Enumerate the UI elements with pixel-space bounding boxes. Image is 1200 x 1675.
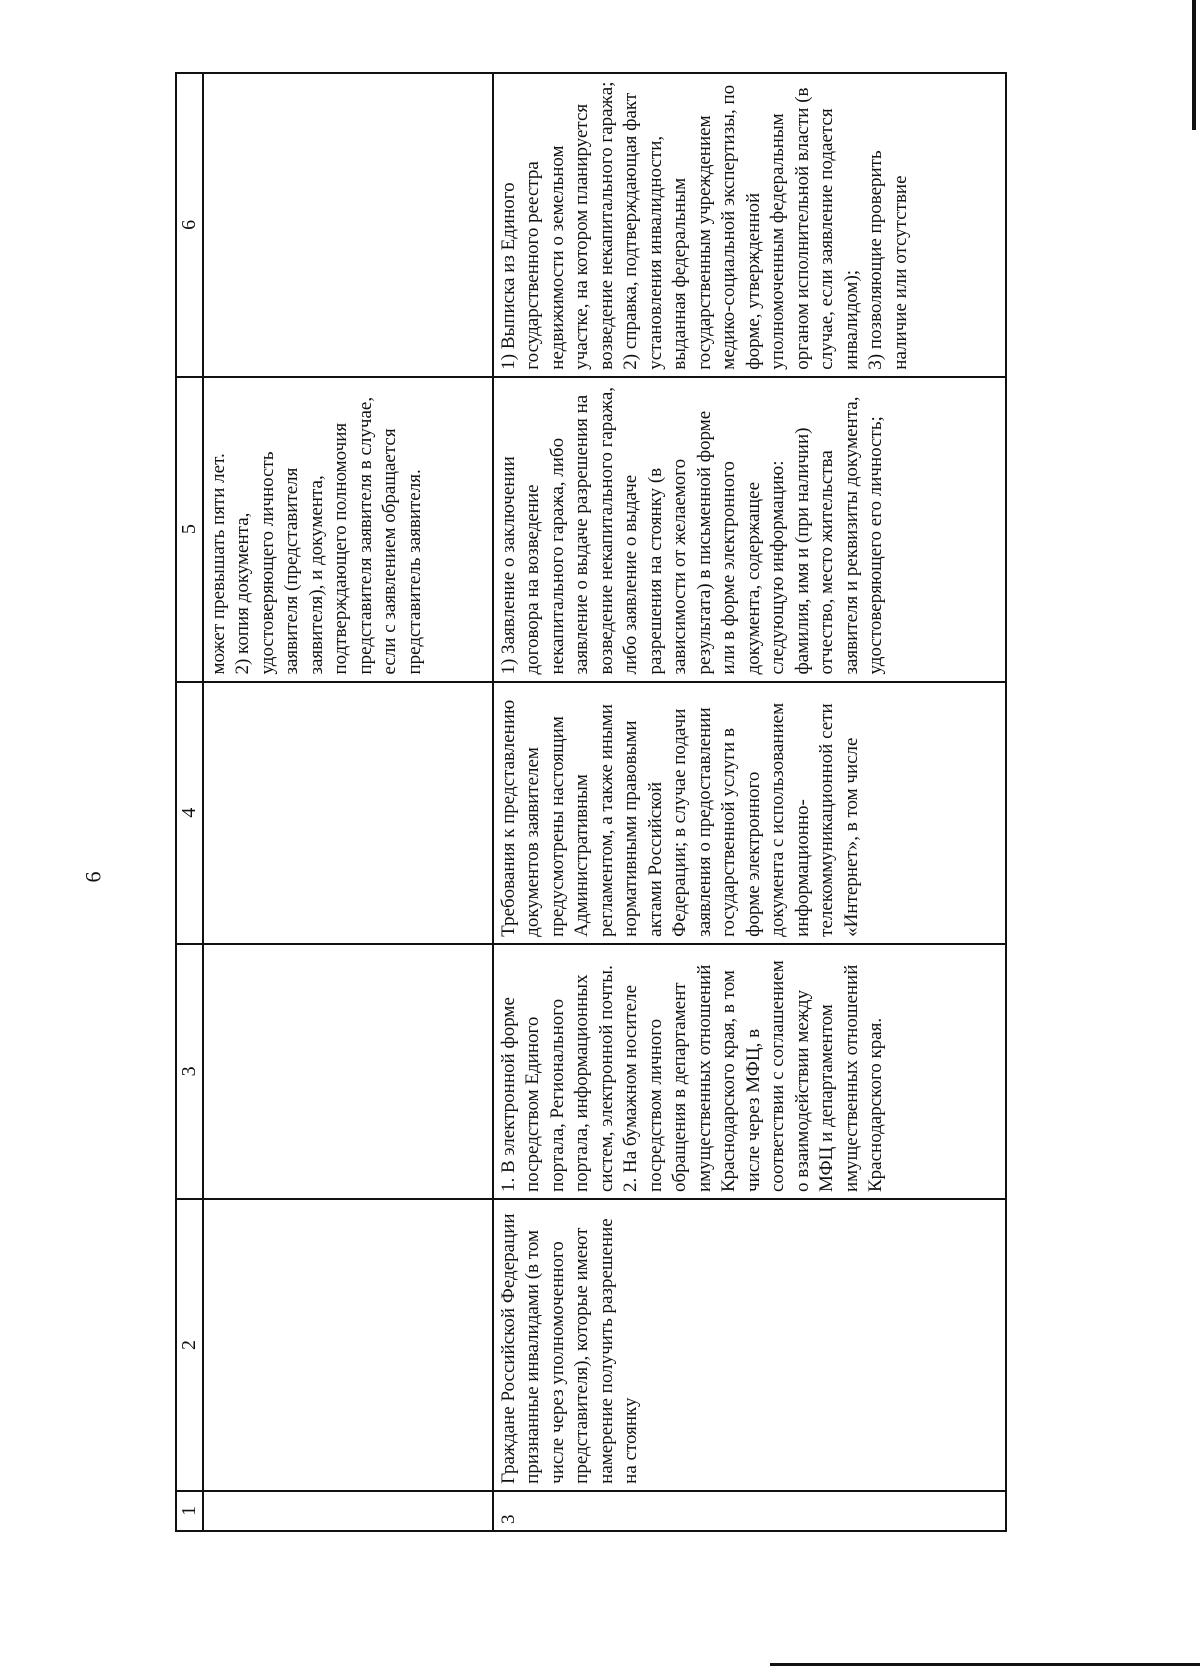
header-row [176, 73, 203, 1531]
header-cell: 5 [176, 377, 203, 682]
header-cell: 6 [176, 73, 203, 377]
table-cell [203, 1491, 493, 1531]
header-cell: 3 [176, 944, 203, 1199]
applicant-category-cell: Граждане Российской Федерации признанные инвалидами (в том числе через уполномоченного представителя), которые имеют намерение получить разрешение на стоянку [493, 1199, 1006, 1491]
page-number: 6 [80, 871, 106, 883]
page-edge-mark [1192, 0, 1196, 130]
submission-method-cell: 1. В электронной форме посредством Единого портала, Регионального портала, информационных систем, электронной почты. 2. На бумажном носителе посредством личного обращения в департамент имущественных отношений Краснодарского края, в том числе через МФЦ, в соответствии с соглашением о взаимодействии между МФЦ и департаментом имущественных отношений Краснодарского края. [493, 944, 1006, 1199]
table-cell: может превышать пяти лет. 2) копия документа, удостоверяющего личность заявителя (представителя заявителя), и документа, подтверждающего полномочия представителя заявителя в случае, если с заявлением обращается представитель заявителя. [203, 377, 493, 682]
rotated-table-container [175, 72, 1075, 1532]
applicant-documents-cell: 1) Заявление о заключении договора на возведение некапитального гаража, либо заявление о выдаче разрешения на возведение некапитального гаража, либо заявление о выдаче разрешения на стоянку (в зависимости от желаемого результата) в письменной форме или в форме электронного документа, содержащее следующую информацию: фамилия, имя и (при наличии) отчество, место жительства заявителя и реквизиты документа, удостоверяющего его личность; [493, 377, 1006, 682]
header-cell: 2 [176, 1199, 203, 1491]
page-edge-mark [770, 1663, 1200, 1666]
table-row [203, 73, 493, 1531]
table-cell [203, 944, 493, 1199]
document-table [175, 72, 1007, 1532]
table-cell [203, 682, 493, 944]
table-cell [203, 1199, 493, 1491]
row-number-cell: 3 [493, 1491, 1006, 1531]
table-cell [203, 73, 493, 377]
header-cell: 1 [176, 1491, 203, 1531]
requirements-cell: Требования к представлению документов заявителем предусмотрены настоящим Административным регламентом, а также иными нормативными правовыми актами Российской Федерации; в случае подачи заявления о предоставлении государственной услуги в форме электронного документа с использованием информационно-телекоммуникационной сети «Интернет», в том числе [493, 682, 1006, 944]
interagency-documents-cell: 1) Выписка из Единого государственного реестра недвижимости о земельном участке, на котором планируется возведение некапитального гаража; 2) справка, подтверждающая факт установления инвалидности, выданная федеральным государственным учреждением медико-социальной экспертизы, по форме, утвержденной уполномоченным федеральным органом исполнительной власти (в случае, если заявление подается инвалидом); 3) позволяющие проверить наличие или отсутствие [493, 73, 1006, 377]
table-row [493, 73, 1006, 1531]
header-cell: 4 [176, 682, 203, 944]
